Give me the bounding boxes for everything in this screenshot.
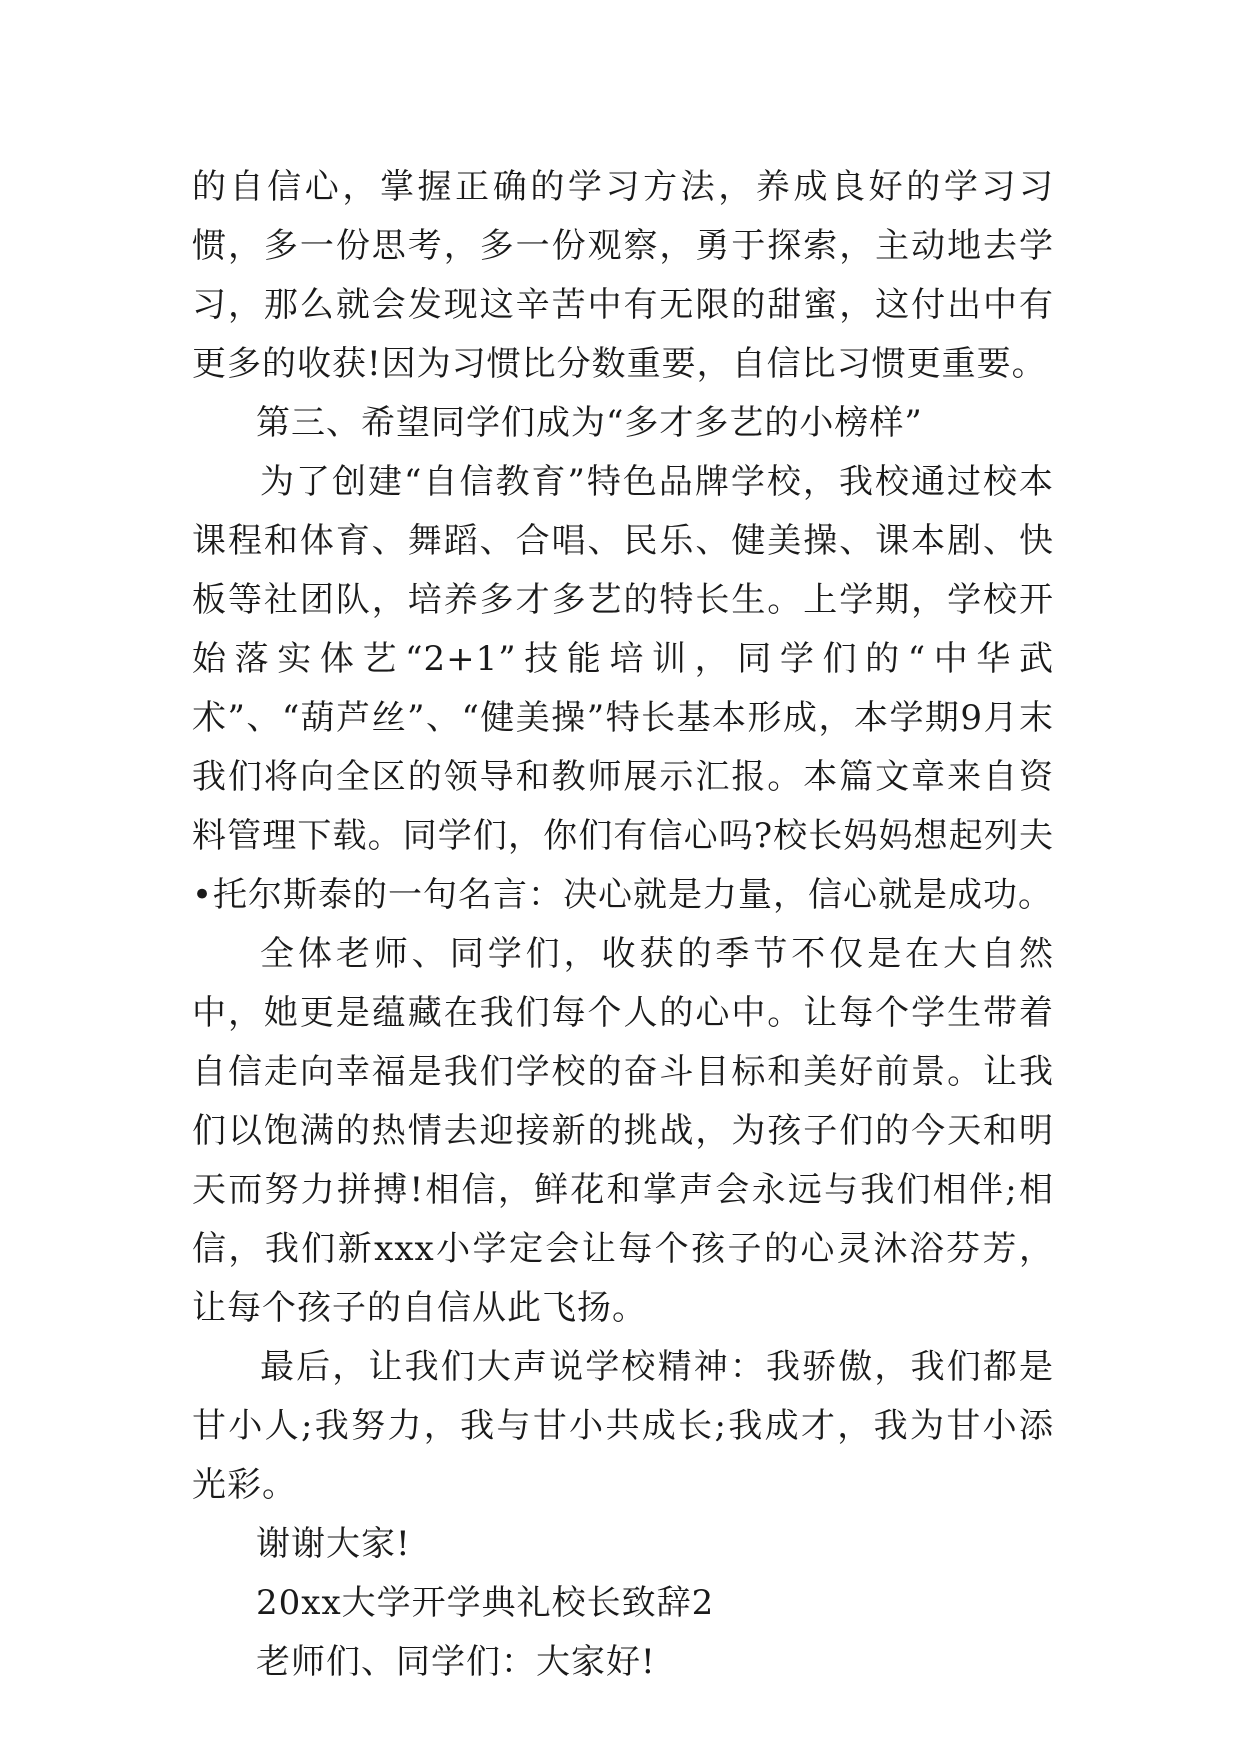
document-body: [192, 158, 1054, 1692]
paragraph-continued: 的自信心，掌握正确的学习方法，养成良好的学习习惯，多一份思考，多一份观察，勇于探索，主动地去学习，那么就会发现这辛苦中有无限的甜蜜，这付出中有更多的收获!因为习惯比分数重要，自信比习惯更重要。: [192, 167, 1054, 384]
paragraph-closing: 全体老师、同学们，收获的季节不仅是在大自然中，她更是蕴藏在我们每个人的心中。让每个学生带着自信走向幸福是我们学校的奋斗目标和美好前景。让我们以饱满的热情去迎接新的挑战，为孩子们的今天和明天而努力拼搏!相信，鲜花和掌声会永远与我们相伴;相信，我们新xxx小学定会让每个孩子的心灵沐浴芬芳，让每个孩子的自信从此飞扬。: [192, 934, 1054, 1328]
speech-title: 20xx大学开学典礼校长致辞2: [256, 1583, 715, 1623]
paragraph-school-spirit: 最后，让我们大声说学校精神：我骄傲，我们都是甘小人;我努力，我与甘小共成长;我成才，我为甘小添光彩。: [192, 1347, 1054, 1505]
section-heading-three: 第三、希望同学们成为“多才多艺的小榜样”: [256, 403, 923, 443]
paragraph-activities: 为了创建“自信教育”特色品牌学校，我校通过校本课程和体育、舞蹈、合唱、民乐、健美操、课本剧、快板等社团队，培养多才多艺的特长生。上学期，学校开始落实体艺“2+1”技能培训，同学们的“中华武术”、“葫芦丝”、“健美操”特长基本形成，本学期9月末我们将向全区的领导和教师展示汇报。本篇文章来自资料管理下载。同学们，你们有信心吗?校长妈妈想起列夫•托尔斯泰的一句名言：决心就是力量，信心就是成功。: [192, 462, 1054, 915]
greeting-line: 老师们、同学们：大家好!: [256, 1642, 656, 1682]
thanks-line: 谢谢大家!: [256, 1524, 411, 1564]
